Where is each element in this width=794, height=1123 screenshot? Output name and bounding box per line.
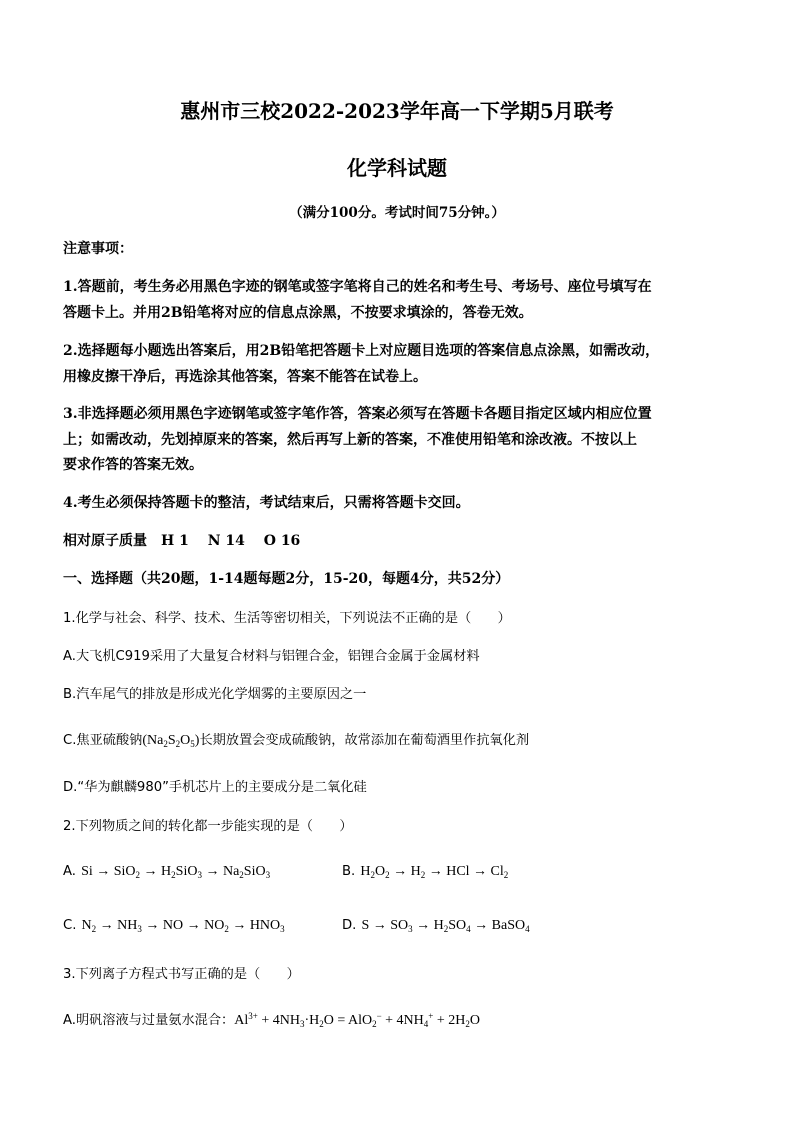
note-4: 4.考生必须保持答题卡的整洁，考试结束后，只需将答题卡交回。 — [63, 495, 470, 511]
notes-heading: 注意事项： — [63, 241, 133, 257]
q2-option-b-formula: $H_2O_2 \to H_2$ → HCl → $Cl_2$ — [360, 864, 509, 880]
exam-subject: 化学科试题 — [347, 156, 447, 180]
q2-stem: 2.下列物质之间的转化都一步能实现的是（ ） — [63, 819, 353, 834]
note-3a: 3.非选择题必须用黑色字迹钢笔或签字笔作答，答案必须写在答题卡各题目指定区域内相应位置 — [63, 406, 652, 422]
q3-option-a — [63, 1009, 480, 1029]
atomic-mass: 相对原子质量 H 1 N 14 O 16 — [63, 533, 301, 549]
q1-option-a: A.大飞机C919采用了大量复合材料与铝锂合金，铝锂合金属于金属材料 — [63, 649, 480, 664]
q1-option-c-formula: $(Na_2S_2O_5)$ — [142, 733, 200, 749]
q2-option-b-label: B. — [342, 864, 356, 879]
q2-option-a — [63, 860, 270, 880]
q1-option-d: D.“华为麒麟980”手机芯片上的主要成分是二氧化硅 — [63, 780, 367, 795]
note-2a: 2.选择题每小题选出答案后，用2B铅笔把答题卡上对应题目选项的答案信息点涂黑，如需改动， — [63, 343, 660, 359]
q2-option-d-formula: $S \to SO_3 \to H_2SO_4$ → BaSO$_4$ — [361, 918, 530, 934]
q1-option-c-suffix: 长期放置会变成硫酸钠，故常添加在葡萄酒里作抗氧化剂 — [199, 733, 530, 748]
note-3b: 上；如需改动，先划掉原来的答案，然后再写上新的答案，不准使用铅笔和涂改液。不按以上 — [63, 432, 637, 448]
note-2b: 用橡皮擦干净后，再选涂其他答案，答案不能答在试卷上。 — [63, 369, 427, 385]
section-heading: 一、选择题（共20题，1-14题每题2分，15-20，每题4分，共52分） — [63, 571, 510, 587]
q3-option-a-equation: $Al^{3+} + 4NH_3\cdot H_2O = AlO_2^- + 4NH_4^+ + 2H_2O$ — [234, 1011, 480, 1029]
q1-option-c — [63, 729, 529, 749]
exam-info: （满分100分。考试时间75分钟。） — [289, 205, 505, 221]
q2-option-a-formula: $Si \to SiO_2 \to H_2SiO_3 \to Na_2SiO_3$ — [81, 864, 271, 880]
q3-option-a-prefix: A.明矾溶液与过量氨水混合： — [63, 1013, 235, 1028]
q1-stem: 1.化学与社会、科学、技术、生活等密切相关，下列说法不正确的是（ ） — [63, 611, 511, 626]
q2-option-d-label: D. — [342, 918, 357, 933]
q2-option-c-formula: $N_2 \to NH_3$ → NO → $NO_2 \to HNO_3$ — [81, 918, 285, 934]
q2-option-d — [342, 914, 530, 934]
q2-option-c-label: C. — [63, 918, 77, 933]
exam-title: 惠州市三校2022-2023学年高一下学期5月联考 — [180, 99, 614, 123]
q2-option-c — [63, 914, 285, 934]
q3-stem: 3.下列离子方程式书写正确的是（ ） — [63, 967, 300, 982]
note-1a: 1.答题前，考生务必用黑色字迹的钢笔或签字笔将自己的姓名和考生号、考场号、座位号填写在 — [63, 279, 652, 295]
note-1b: 答题卡上。并用2B铅笔将对应的信息点涂黑，不按要求填涂的，答卷无效。 — [63, 305, 533, 321]
q2-option-b — [342, 860, 508, 880]
note-3c: 要求作答的答案无效。 — [63, 457, 203, 473]
q1-option-b: B.汽车尾气的排放是形成光化学烟雾的主要原因之一 — [63, 687, 367, 702]
q1-option-c-prefix: C.焦亚硫酸钠 — [63, 733, 143, 748]
q2-option-a-label: A. — [63, 864, 76, 879]
